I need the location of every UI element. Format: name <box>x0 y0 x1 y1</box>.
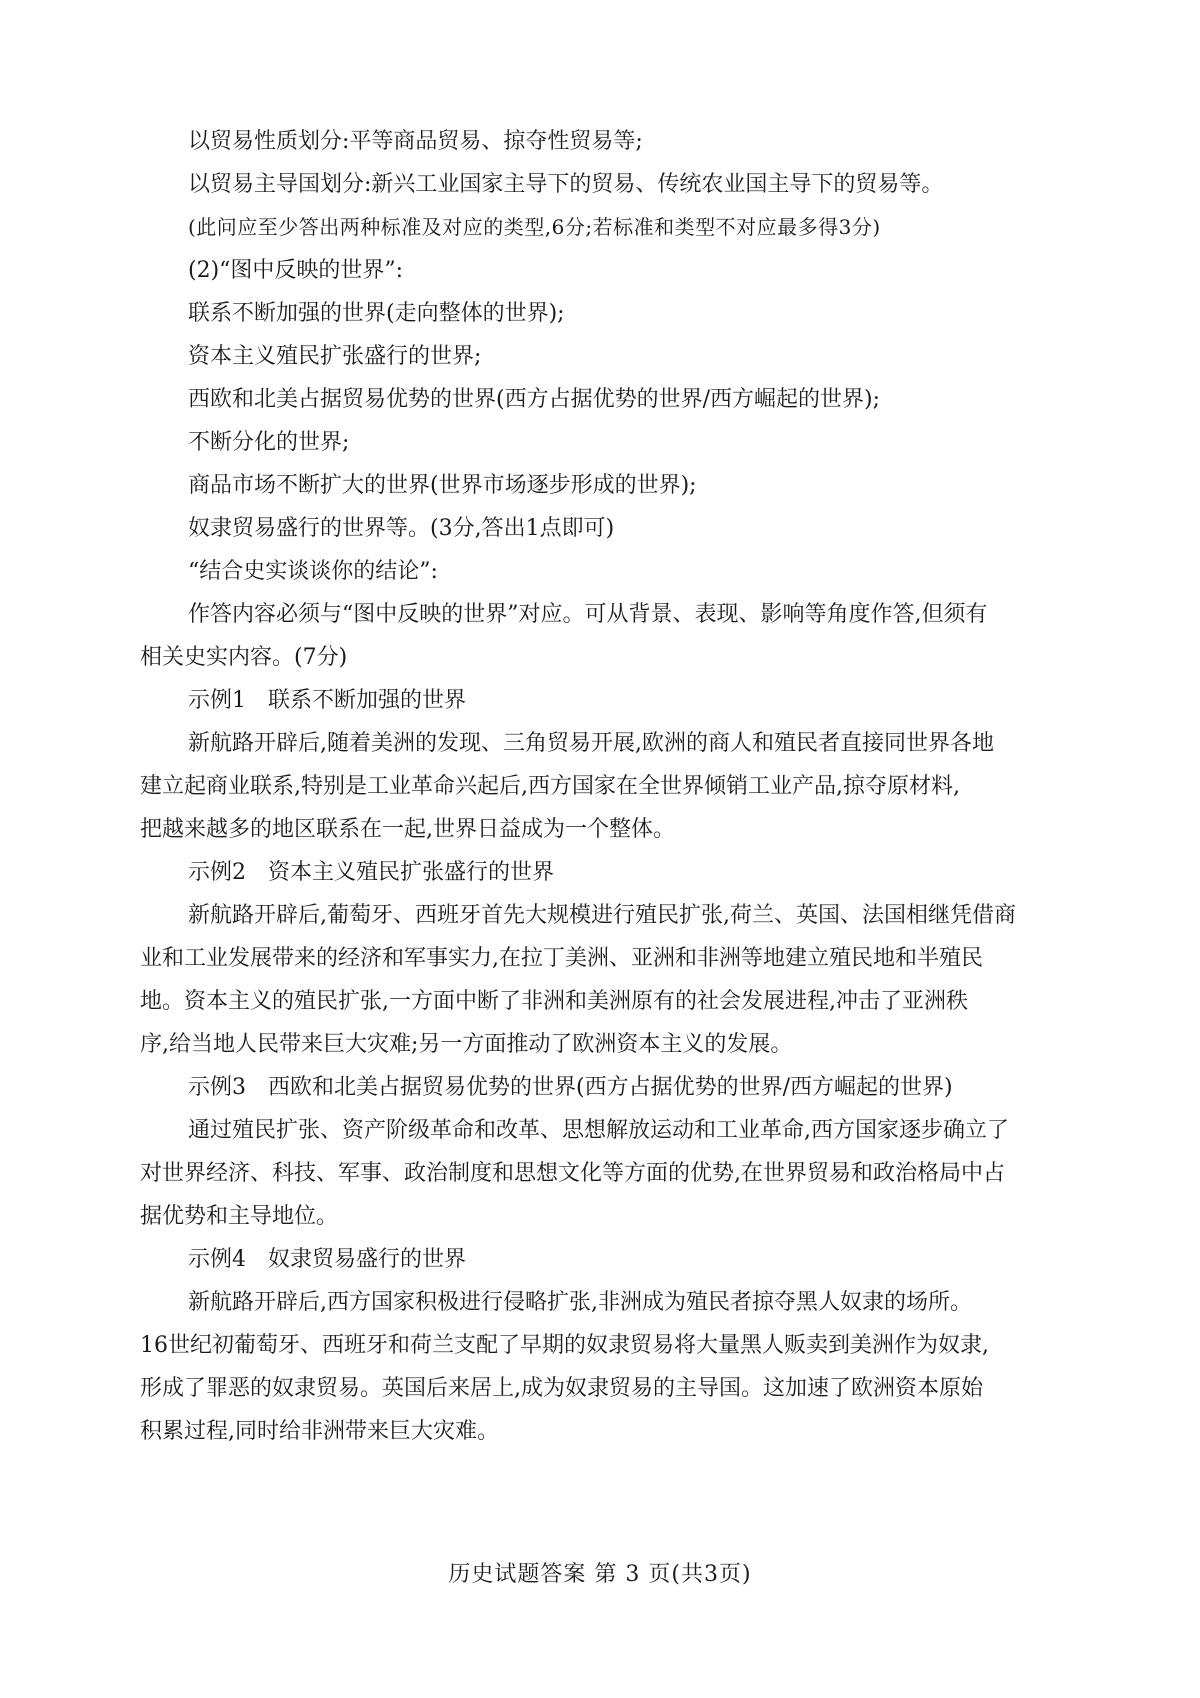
text-line: 不断分化的世界; <box>188 430 350 455</box>
page-footer: 历史试题答案 第 3 页(共3页) <box>448 1562 752 1587</box>
text-line: 示例4 奴隶贸易盛行的世界 <box>188 1247 466 1272</box>
text-line: 建立起商业联系,特别是工业革命兴起后,西方国家在全世界倾销工业产品,掠夺原材料, <box>140 774 960 799</box>
text-line: 序,给当地人民带来巨大灾难;另一方面推动了欧洲资本主义的发展。 <box>140 1032 793 1057</box>
text-line: 地。资本主义的殖民扩张,一方面中断了非洲和美洲原有的社会发展进程,冲击了亚洲秩 <box>140 989 968 1014</box>
text-line: 示例3 西欧和北美占据贸易优势的世界(西方占据优势的世界/西方崛起的世界) <box>188 1075 953 1100</box>
text-line: “结合史实谈谈你的结论”: <box>188 559 438 584</box>
text-line: 示例2 资本主义殖民扩张盛行的世界 <box>188 860 554 885</box>
text-line: 新航路开辟后,葡萄牙、西班牙首先大规模进行殖民扩张,荷兰、英国、法国相继凭借商 <box>188 903 1016 928</box>
text-line: 以贸易主导国划分:新兴工业国家主导下的贸易、传统农业国主导下的贸易等。 <box>188 172 944 197</box>
text-line: 把越来越多的地区联系在一起,世界日益成为一个整体。 <box>140 817 675 842</box>
text-line: 新航路开辟后,随着美洲的发现、三角贸易开展,欧洲的商人和殖民者直接同世界各地 <box>188 731 994 756</box>
text-line: (2)“图中反映的世界”: <box>188 258 404 283</box>
text-line: 通过殖民扩张、资产阶级革命和改革、思想解放运动和工业革命,西方国家逐步确立了 <box>188 1118 1009 1143</box>
text-line: 以贸易性质划分:平等商品贸易、掠夺性贸易等; <box>188 129 643 154</box>
text-line: 积累过程,同时给非洲带来巨大灾难。 <box>140 1419 499 1444</box>
text-line: 据优势和主导地位。 <box>140 1204 339 1229</box>
text-line: 西欧和北美占据贸易优势的世界(西方占据优势的世界/西方崛起的世界); <box>188 387 880 412</box>
text-line: 形成了罪恶的奴隶贸易。英国后来居上,成为奴隶贸易的主导国。这加速了欧洲资本原始 <box>140 1376 983 1401</box>
text-line: 对世界经济、科技、军事、政治制度和思想文化等方面的优势,在世界贸易和政治格局中占 <box>140 1161 1005 1186</box>
text-line: 联系不断加强的世界(走向整体的世界); <box>188 301 565 326</box>
text-line: 相关史实内容。(7分) <box>140 645 348 670</box>
text-line: 资本主义殖民扩张盛行的世界; <box>188 344 482 369</box>
scoring-note-line: (此问应至少答出两种标准及对应的类型,6分;若标准和类型不对应最多得3分) <box>188 215 881 239</box>
text-line: 作答内容必须与“图中反映的世界”对应。可从背景、表现、影响等角度作答,但须有 <box>188 602 988 627</box>
text-line: 示例1 联系不断加强的世界 <box>188 688 466 713</box>
text-line: 新航路开辟后,西方国家积极进行侵略扩张,非洲成为殖民者掠夺黑人奴隶的场所。 <box>188 1290 972 1315</box>
text-line: 业和工业发展带来的经济和军事实力,在拉丁美洲、亚洲和非洲等地建立殖民地和半殖民 <box>140 946 983 971</box>
answer-body <box>140 120 1080 1453</box>
text-line: 商品市场不断扩大的世界(世界市场逐步形成的世界); <box>188 473 697 498</box>
text-line: 16世纪初葡萄牙、西班牙和荷兰支配了早期的奴隶贸易将大量黑人贩卖到美洲作为奴隶, <box>140 1333 989 1358</box>
text-line: 奴隶贸易盛行的世界等。(3分,答出1点即可) <box>188 516 615 541</box>
